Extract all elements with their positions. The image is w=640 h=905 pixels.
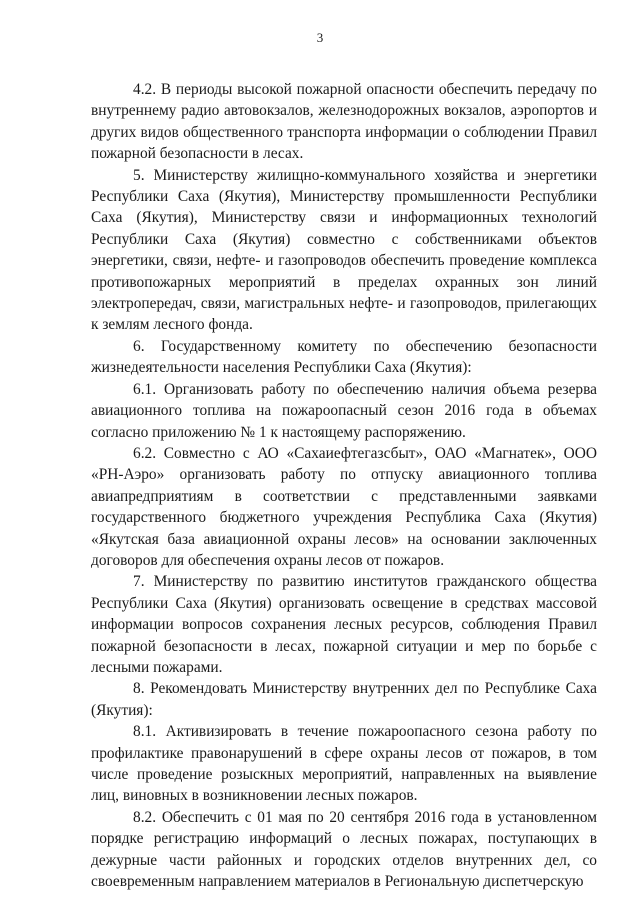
paragraph-8: 8. Рекомендовать Министерству внутренних дел по Республике Саха (Якутия): xyxy=(91,680,597,719)
paragraph-4-2: 4.2. В периоды высокой пожарной опасности обеспечить передачу по внутреннему радио автовокзалов, железнодорожных вокзалов, аэропортов и других видов общественного транспорта информации о соблюдении Правил пожарной безопасности в лесах. xyxy=(91,81,597,163)
page-number: 3 xyxy=(316,30,324,45)
paragraph-6: 6. Государственному комитету по обеспечению безопасности жизнедеятельности населения Республики Саха (Якутия): xyxy=(91,337,597,377)
paragraph-6-1: 6.1. Организовать работу по обеспечению наличия объема резерва авиационного топлива на пожароопасный сезон 2016 года в объемах согласно приложению № 1 к настоящему распоряжению. xyxy=(91,380,597,441)
paragraph-7: 7. Министерству по развитию институтов гражданского общества Республики Саха (Якутия) организовать освещение в средствах массовой информации вопросов сохранения лесных ресурсов, соблюдения Правил пожарной безопасности в лесах, пожарной ситуации и мер по борьбе с лесными пожарами. xyxy=(91,573,597,676)
document-body xyxy=(91,79,597,892)
paragraph-8-2: 8.2. Обеспечить с 01 мая по 20 сентября 2016 года в установленном порядке регистрацию информаций о лесных пожарах, поступающих в дежурные части районных и городских отделов внутренних дел, со своевременным направлением материалов в Региональную диспетчерскую xyxy=(91,808,597,891)
paragraph-5: 5. Министерству жилищно-коммунального хозяйства и энергетики Республики Саха (Якутия), Министерству промышленности Республики Саха (Якутия), Министерству связи и информационных технологий Республики Саха (Якутия) совместно с собственниками объектов энергетики, связи, нефте- и газопроводов обеспечить проведение комплекса противопожарных мероприятий в пределах охранных зон линий электропередач, связи, магистральных нефте- и газопроводов, прилегающих к землям лесного фонда. xyxy=(91,166,597,334)
paragraph-8-1: 8.1. Активизировать в течение пожароопасного сезона работу по профилактике правонарушений в сфере охраны лесов от пожаров, в том числе проведение розыскных мероприятий, направленных на выявление лиц, виновных в возникновении лесных пожаров. xyxy=(91,723,597,805)
paragraph-6-2: 6.2. Совместно с АО «Сахаиефтегазсбыт», ОАО «Магнатек», ООО «РН-Аэро» организовать работу по отпуску авиационного топлива авиапредприятиям в соответствии с представленными заявками государственного бюджетного учреждения Республика Саха (Якутия) «Якутская база авиационной охраны лесов» на основании заключенных договоров для обеспечения охраны лесов от пожаров. xyxy=(91,444,597,569)
